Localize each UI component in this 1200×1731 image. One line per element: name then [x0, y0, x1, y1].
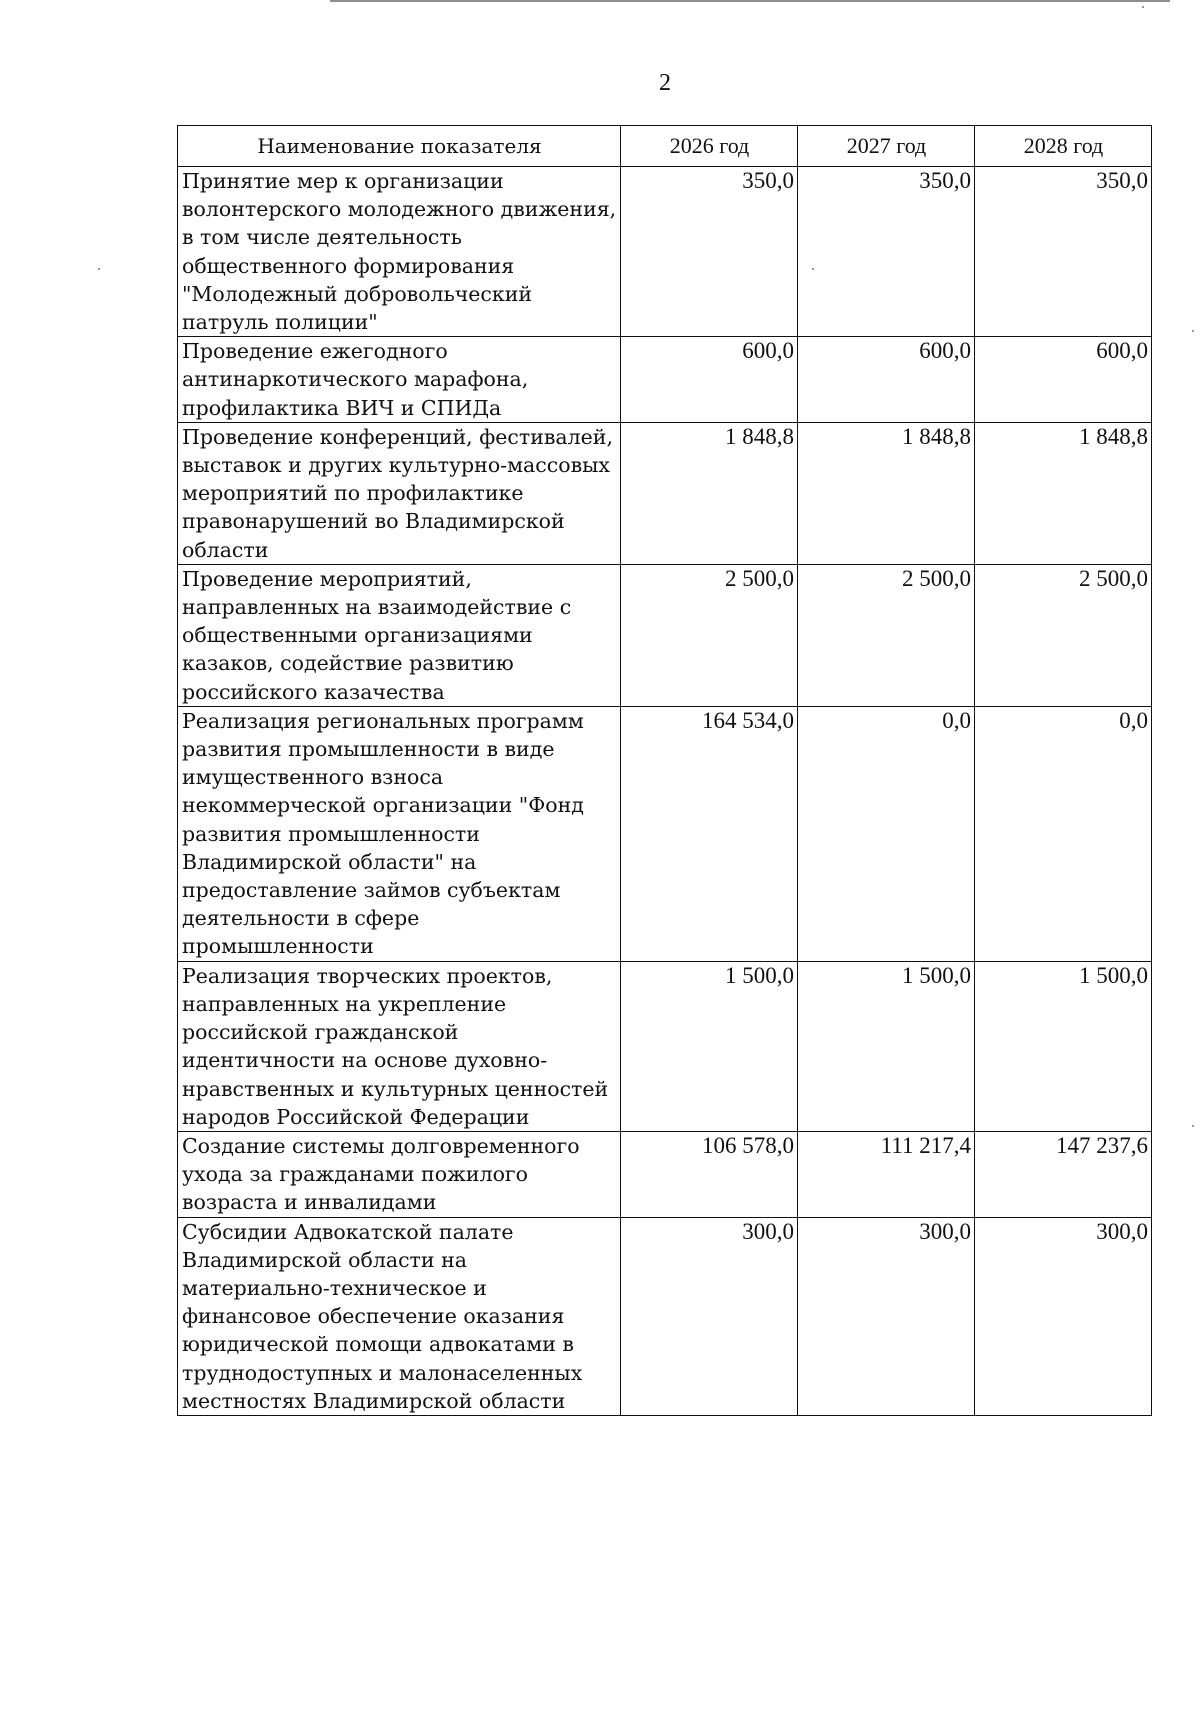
table-row [178, 961, 1152, 1131]
value-2026: 350,0 [621, 167, 798, 337]
table-row [178, 337, 1152, 423]
value-2028: 1 500,0 [975, 961, 1152, 1131]
table-row [178, 167, 1152, 337]
value-2028: 147 237,6 [975, 1131, 1152, 1217]
value-2028: 300,0 [975, 1217, 1152, 1415]
scan-speck [1142, 6, 1144, 8]
scan-edge-line [330, 0, 1170, 2]
value-2028: 2 500,0 [975, 564, 1152, 706]
scan-speck [98, 268, 100, 270]
value-2027: 2 500,0 [798, 564, 975, 706]
scan-speck [1192, 330, 1194, 332]
column-header-2028: 2028 год [975, 126, 1152, 167]
value-2027: 300,0 [798, 1217, 975, 1415]
table-row [178, 706, 1152, 961]
indicator-name: Создание системы долговременного ухода за гражданами пожилого возраста и инвалидами [178, 1131, 621, 1217]
value-2028: 350,0 [975, 167, 1152, 337]
value-2026: 164 534,0 [621, 706, 798, 961]
indicator-name: Реализация региональных программ развития промышленности в виде имущественного взноса некоммерческой организации "Фонд развития промышленности Владимирской области" на предоставление займов субъектам деятельности в сфере промышленности [178, 706, 621, 961]
value-2027: 600,0 [798, 337, 975, 423]
value-2027: 111 217,4 [798, 1131, 975, 1217]
budget-table [177, 125, 1152, 1416]
page-number: 2 [659, 70, 671, 96]
indicator-name: Проведение конференций, фестивалей, выставок и других культурно-массовых мероприятий по профилактике правонарушений во Владимирской области [178, 422, 621, 564]
indicator-name: Проведение ежегодного антинаркотического марафона, профилактика ВИЧ и СПИДа [178, 337, 621, 423]
value-2028: 0,0 [975, 706, 1152, 961]
indicator-name: Реализация творческих проектов, направленных на укрепление российской гражданской идентичности на основе духовно-нравственных и культурных ценностей народов Российской Федерации [178, 961, 621, 1131]
scan-speck [812, 268, 814, 270]
value-2026: 1 500,0 [621, 961, 798, 1131]
value-2026: 600,0 [621, 337, 798, 423]
scan-speck [1192, 1125, 1194, 1127]
value-2027: 350,0 [798, 167, 975, 337]
table-row [178, 422, 1152, 564]
value-2026: 1 848,8 [621, 422, 798, 564]
indicator-name: Принятие мер к организации волонтерского молодежного движения, в том числе деятельность общественного формирования "Молодежный добровольческий патруль полиции" [178, 167, 621, 337]
table-header-row [178, 126, 1152, 167]
table-row [178, 1217, 1152, 1415]
value-2026: 2 500,0 [621, 564, 798, 706]
value-2027: 0,0 [798, 706, 975, 961]
value-2026: 300,0 [621, 1217, 798, 1415]
column-header-2027: 2027 год [798, 126, 975, 167]
indicator-name: Проведение мероприятий, направленных на взаимодействие с общественными организациями казаков, содействие развитию российского казачества [178, 564, 621, 706]
value-2026: 106 578,0 [621, 1131, 798, 1217]
column-header-name: Наименование показателя [178, 126, 621, 167]
value-2028: 1 848,8 [975, 422, 1152, 564]
value-2027: 1 500,0 [798, 961, 975, 1131]
column-header-2026: 2026 год [621, 126, 798, 167]
indicator-name: Субсидии Адвокатской палате Владимирской области на материально-техническое и финансовое обеспечение оказания юридической помощи адвокатами в труднодоступных и малонаселенных местностях Владимирской области [178, 1217, 621, 1415]
table-row [178, 1131, 1152, 1217]
value-2027: 1 848,8 [798, 422, 975, 564]
table-row [178, 564, 1152, 706]
value-2028: 600,0 [975, 337, 1152, 423]
